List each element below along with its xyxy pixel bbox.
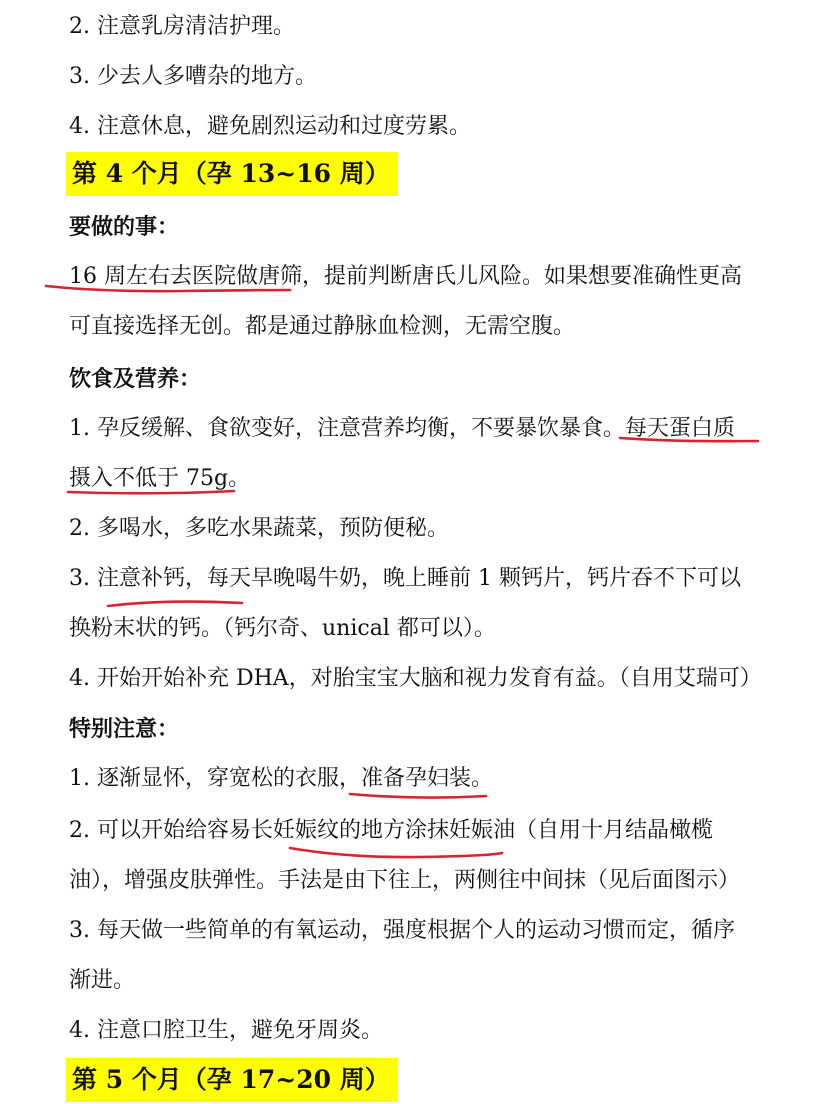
month-5-title: 第 5 个月（孕 17~20 周） <box>66 1058 398 1102</box>
paragraph-text: 3. 注意补钙， <box>69 566 207 591</box>
underlined-text: 16 周左右去医院做唐筛 <box>69 264 302 289</box>
diet-item-1-line-2 <box>69 464 250 494</box>
red-underline <box>106 596 246 604</box>
todo-paragraph-line-1 <box>69 262 742 292</box>
diet-item-2: 2. 多喝水，多吃水果蔬菜，预防便秘。 <box>69 516 449 541</box>
paragraph-text: ，提前判断唐氏儿风险。如果想要准确性更高 <box>302 264 743 289</box>
paragraph-text: 1. 逐渐显怀，穿宽松的衣服， <box>69 766 361 791</box>
diet-item-3-line-2: 换粉末状的钙。（钙尔奇、unical 都可以）。 <box>69 616 496 641</box>
special-item-1 <box>69 764 493 794</box>
underlined-text: 摄入不低于 75g <box>69 466 229 491</box>
underlined-text: 每天早晚喝牛奶 <box>206 566 361 591</box>
paragraph-text: （自用十月结晶橄榄 <box>515 818 714 843</box>
list-item: 4. 注意休息，避免剧烈运动和过度劳累。 <box>69 114 471 139</box>
special-item-3-line-2: 渐进。 <box>69 968 136 993</box>
paragraph-text: 。 <box>228 466 251 491</box>
todo-heading: 要做的事： <box>69 214 180 240</box>
underlined-text: 妊娠纹的地方涂抹妊娠油 <box>272 818 515 843</box>
special-item-3-line-1: 3. 每天做一些简单的有氧运动，强度根据个人的运动习惯而定，循序 <box>69 918 735 943</box>
underlined-text: 每天蛋白质 <box>625 416 736 441</box>
paragraph-text: 2. 可以开始给容易长 <box>69 818 273 843</box>
paragraph-text: 1. 孕反缓解、食欲变好，注意营养均衡，不要暴饮暴食。 <box>69 416 625 441</box>
diet-item-3-line-1 <box>69 564 741 594</box>
special-item-2-line-2: 油），增强皮肤弹性。手法是由下往上，两侧往中间抹（见后面图示） <box>69 868 741 893</box>
diet-item-1-line-1 <box>69 414 735 444</box>
todo-paragraph-line-2: 可直接选择无创。都是通过静脉血检测，无需空腹。 <box>69 314 576 339</box>
paragraph-text: ，晚上睡前 1 颗钙片，钙片吞不下可以 <box>361 566 741 591</box>
special-item-2-line-1 <box>69 816 713 846</box>
diet-heading: 饮食及营养： <box>69 366 202 392</box>
special-item-4: 4. 注意口腔卫生，避免牙周炎。 <box>69 1018 383 1043</box>
list-item: 2. 注意乳房清洁护理。 <box>69 14 295 39</box>
month-4-title: 第 4 个月（孕 13~16 周） <box>66 152 398 196</box>
diet-item-4: 4. 开始开始补充 DHA，对胎宝宝大脑和视力发育有益。（自用艾瑞可） <box>69 666 762 691</box>
special-heading: 特别注意： <box>69 716 180 742</box>
underlined-text: 准备孕妇装。 <box>360 766 493 791</box>
list-item: 3. 少去人多嘈杂的地方。 <box>69 64 317 89</box>
